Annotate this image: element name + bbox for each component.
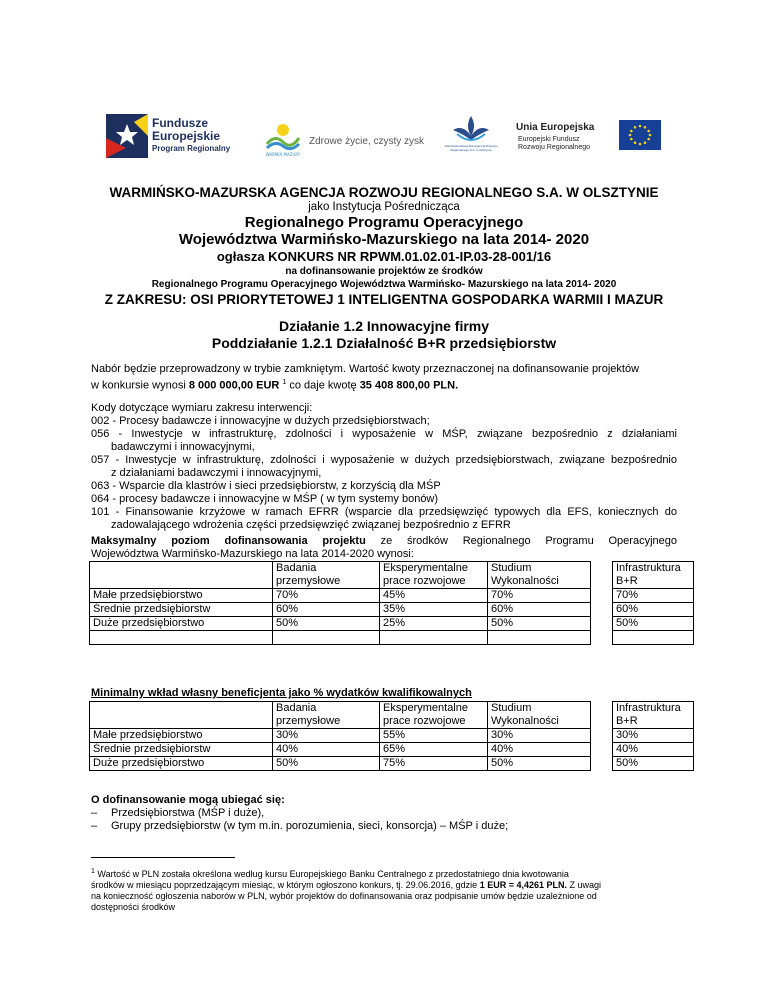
- priority-axis: Z ZAKRESU: OSI PRIORYTETOWEJ 1 INTELIGENTNA GOSPODARKA WARMII I MAZUR: [104, 292, 664, 307]
- eligible-title: O dofinansowanie mogą ubiegać się:: [91, 794, 285, 806]
- table-header-row: Badania przemysłowe Eksperymentalne prace rozwojowe Studium Wykonalności Infrastruktura B+R: [90, 562, 694, 589]
- agency-logo: [441, 112, 501, 160]
- list-item: – Przedsiębiorstwa (MŚP i duże),: [91, 807, 265, 819]
- fe-line2: Europejskie: [152, 129, 221, 143]
- eu-flag-icon: [619, 120, 661, 150]
- eu-logo: [516, 120, 662, 160]
- program-title-1: Regionalnego Programu Operacyjnego: [244, 214, 524, 231]
- max-funding-line-1: Maksymalny poziom dofinansowania projektu ze środków Regionalnego Programu Operacyjnego: [91, 535, 677, 547]
- min-contribution-table: [89, 701, 694, 771]
- list-item: – Grupy przedsiębiorstw (w tym m.in. porozumienia, sieci, konsorcja) – MŚP i duże;: [91, 820, 509, 832]
- agency-caption: Warmińsko-Mazurska Agencja Rozwoju Regionalnego S.A. w Olsztynie: [444, 144, 498, 152]
- submeasure-title: Poddziałanie 1.2.1 Działalność B+R przedsiębiorstw: [211, 335, 557, 351]
- logo-bar: [104, 112, 660, 162]
- max-funding-line-2: Województwa Warmińsko-Mazurskiego na lata 2014-2020 wynosi:: [91, 548, 414, 560]
- eligible-applicants: [91, 794, 677, 833]
- code-064: 064 - procesy badawcze i innowacyjne w MŚP ( w tym systemy bonów): [91, 493, 439, 505]
- table-row: Duże przedsiębiorstwo 50% 25% 50% 50%: [90, 617, 694, 631]
- call-line-2: w konkursie wynosi 8 000 000,00 EUR $^1$ co daje kwotę 35 408 800,00 PLN.: [91, 379, 459, 392]
- code-101: 101 - Finansowanie krzyżowe w ramach EFRR (wsparcie dla przedsięwzięć typowych dla EFS, koniecznych do: [91, 506, 677, 518]
- fe-line3: Program Regionalny: [152, 144, 231, 153]
- fundusze-europejskie-logo: [104, 112, 244, 160]
- table-row: Średnie przedsiębiorstw 60% 35% 60% 60%: [90, 603, 694, 617]
- fe-star-icon: [104, 112, 150, 160]
- eu-sub1: Europejski Fundusz: [518, 136, 580, 143]
- footnote-ref[interactable]: 1: [282, 379, 287, 386]
- warmia-mazury-logo: [261, 120, 425, 160]
- table-row: Małe przedsiębiorstwo 30% 55% 30% 30%: [90, 729, 694, 743]
- max-funding-intro: [91, 535, 677, 561]
- table-row: Duże przedsiębiorstwo 50% 75% 50% 50%: [90, 757, 694, 771]
- min-contribution-title: Minimalny wkład własny beneficjenta jako % wydatków kwalifikowalnych: [91, 687, 472, 699]
- fe-line1: Fundusze: [152, 116, 208, 130]
- call-line-1: Nabór będzie przeprowadzony w trybie zamkniętym. Wartość kwoty przeznaczonej na dofinansowanie projektów: [91, 363, 640, 375]
- table-row: Średnie przedsiębiorstw 40% 65% 40% 40%: [90, 743, 694, 757]
- warmia-mazury-mark-icon: [261, 120, 305, 158]
- footnote-separator: [91, 857, 235, 858]
- role-subtitle: jako Instytucja Pośrednicząca: [308, 201, 460, 213]
- code-057: 057 - Inwestycje w infrastrukturę, zdolności i wyposażenie w dużych przedsiębiorstwach, związane bezpośrednio: [91, 454, 677, 466]
- amount-eur: 8 000 000,00 EUR: [188, 379, 280, 392]
- intervention-codes: [91, 402, 677, 532]
- measure-title: Działanie 1.2 Innowacyjne firmy: [278, 318, 490, 334]
- call-paragraph: [91, 363, 677, 393]
- code-063: 063 - Wsparcie dla klastrów i sieci przedsiębiorstw, z korzyścią dla MŚP: [91, 480, 441, 492]
- code-056: 056 - Inwestycje w infrastrukturę, zdolności i wyposażenie w MŚP, związane bezpośrednio z działaniami: [91, 428, 677, 440]
- exchange-rate: 1 EUR = 4,4261 PLN.: [479, 880, 567, 890]
- warmia-slogan: Zdrowe życie, czysty zysk: [309, 136, 425, 147]
- table-empty-row: [90, 631, 694, 645]
- code-057-cont: z działaniami badawczymi i innowacyjnymi,: [111, 467, 322, 479]
- code-002: 002 - Procesy badawcze i innowacyjne w dużych przedsiębiorstwach;: [91, 415, 430, 427]
- organization-name: WARMIŃSKO-MAZURSKA AGENCJA ROZWOJU REGIONALNEGO S.A. W OLSZTYNIE: [109, 185, 659, 200]
- warmia-mark-text: WARMIA MAZURY: [265, 152, 301, 157]
- agency-wave-icon: [441, 112, 501, 144]
- eu-sub2: Rozwoju Regionalnego: [518, 144, 590, 151]
- funding-line-2: Regionalnego Programu Operacyjnego Województwa Warmińsko- Mazurskiego na lata 2014- 2020: [151, 279, 617, 290]
- table-row: Małe przedsiębiorstwo 70% 45% 70% 70%: [90, 589, 694, 603]
- eu-title: Unia Europejska: [516, 122, 595, 133]
- footnote: $^1$ Wartość w PLN została określona według kursu Europejskiego Banku Centralnego z przedostatniego dnia kwotowania środków w miesiącu poprzedzającym miesiąc, w którym ogłoszono konkurs, tj. 29.06.2016, gdzie 1 EUR = 4,4261 PLN. Z uwagi na konieczność ogłoszenia naborów w PLN, wybór projektów do dofinansowania oraz podpisanie umów będzie uzależnione od dostępności środków: [91, 868, 601, 912]
- code-056-cont: badawczymi i innowacyjnymi,: [111, 441, 255, 453]
- funding-line-1: na dofinansowanie projektów ze środków: [285, 266, 483, 277]
- code-101-cont: zadowalającego wdrożenia części przedsięwzięć związanej bezpośrednio z EFRR: [111, 519, 511, 531]
- table-header-row: Badania przemysłowe Eksperymentalne prace rozwojowe Studium Wykonalności Infrastruktura B+R: [90, 702, 694, 729]
- footnote-number: 1: [91, 868, 95, 875]
- codes-title: Kody dotyczące wymiaru zakresu interwencji:: [91, 402, 313, 414]
- contest-number: ogłasza KONKURS NR RPWM.01.02.01-IP.03-28-001/16: [216, 249, 552, 264]
- max-funding-table: [89, 561, 694, 645]
- program-title-2: Województwa Warmińsko-Mazurskiego na lata 2014- 2020: [178, 231, 590, 248]
- amount-pln: 35 408 800,00 PLN.: [359, 379, 459, 392]
